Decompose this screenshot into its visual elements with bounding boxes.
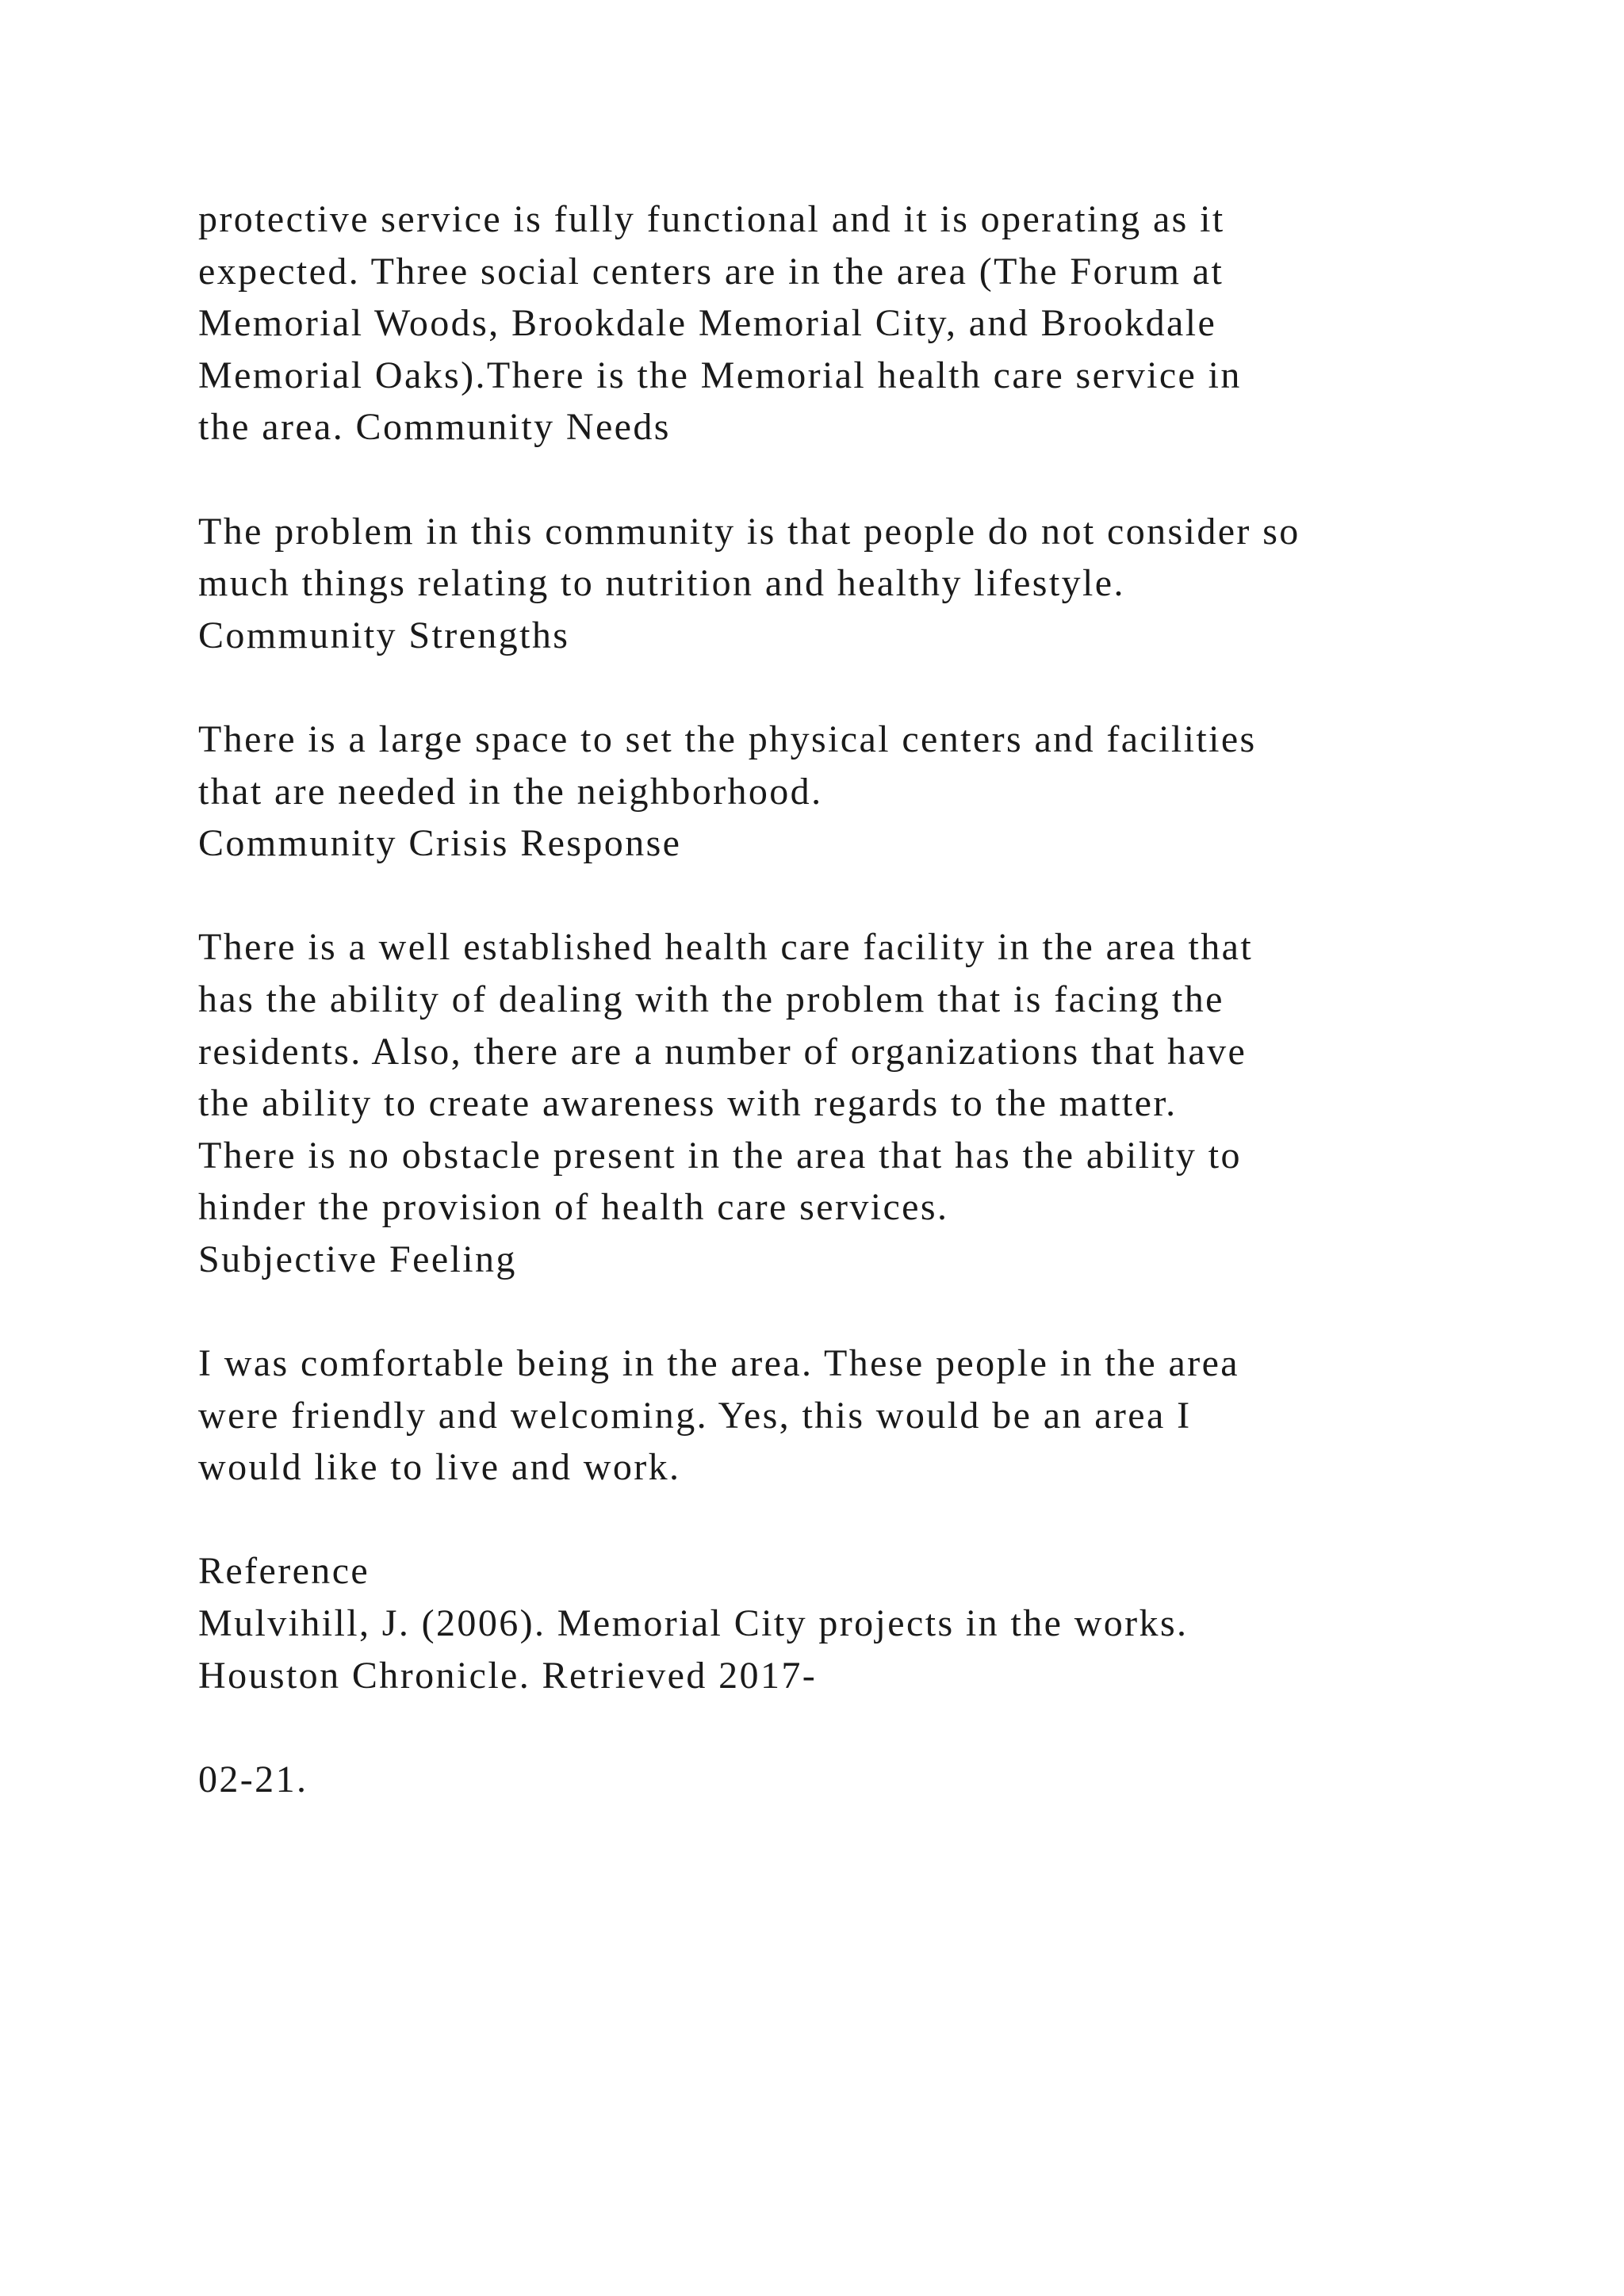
- text-line: The problem in this community is that people do not consider so: [198, 510, 1300, 553]
- section-heading: Community Crisis Response: [198, 822, 682, 865]
- text-line: I was comfortable being in the area. These people in the area: [198, 1342, 1240, 1385]
- text-line: Memorial Oaks).There is the Memorial health care service in: [198, 354, 1242, 396]
- blank-line: [198, 1285, 1499, 1337]
- blank-line: [198, 1701, 1499, 1754]
- text-line: residents. Also, there are a number of organizations that have: [198, 1030, 1247, 1073]
- blank-line: [198, 1494, 1499, 1546]
- reference-entry: Mulvihill, J. (2006). Memorial City projects in the works.: [198, 1602, 1189, 1645]
- text-line: much things relating to nutrition and healthy lifestyle.: [198, 562, 1125, 605]
- text-line: has the ability of dealing with the problem that is facing the: [198, 978, 1224, 1020]
- blank-line: [198, 661, 1499, 714]
- section-heading: Subjective Feeling: [198, 1238, 517, 1280]
- document-body: [198, 193, 1499, 1805]
- reference-entry: 02-21.: [198, 1758, 308, 1800]
- text-line: protective service is fully functional and it is operating as it: [198, 198, 1225, 240]
- text-line: were friendly and welcoming. Yes, this would be an area I: [198, 1394, 1192, 1437]
- text-line: Memorial Woods, Brookdale Memorial City, and Brookdale: [198, 302, 1217, 345]
- text-line: the ability to create awareness with regards to the matter.: [198, 1082, 1178, 1125]
- text-line: There is a large space to set the physical centers and facilities: [198, 718, 1257, 760]
- reference-heading: Reference: [198, 1550, 370, 1593]
- text-line: There is a well established health care facility in the area that: [198, 926, 1254, 969]
- text-line: that are needed in the neighborhood.: [198, 770, 823, 813]
- text-line: the area. Community Needs: [198, 406, 671, 449]
- text-line: hinder the provision of health care services.: [198, 1186, 949, 1229]
- text-line: would like to live and work.: [198, 1446, 681, 1489]
- reference-entry: Houston Chronicle. Retrieved 2017-: [198, 1654, 818, 1697]
- text-line: There is no obstacle present in the area that has the ability to: [198, 1134, 1242, 1177]
- blank-line: [198, 870, 1499, 922]
- section-heading: Community Strengths: [198, 614, 570, 656]
- text-line: expected. Three social centers are in the area (The Forum at: [198, 250, 1224, 293]
- blank-line: [198, 453, 1499, 506]
